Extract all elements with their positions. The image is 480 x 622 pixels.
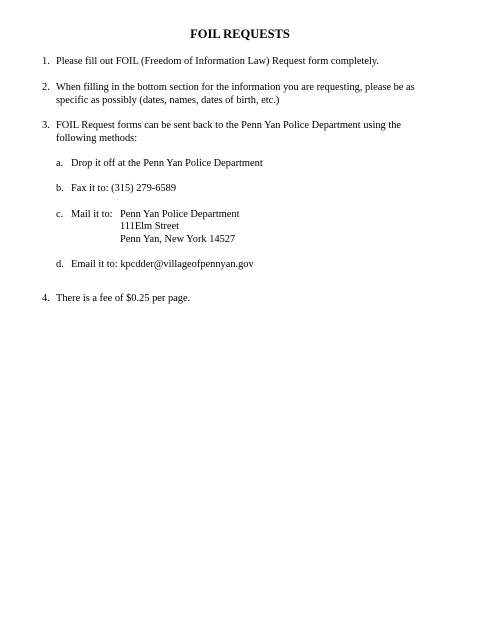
method-a-text: Drop it off at the Penn Yan Police Department bbox=[71, 158, 263, 169]
method-b-letter: b. bbox=[56, 183, 64, 194]
mail-address-line-1: Penn Yan Police Department bbox=[120, 209, 240, 220]
item-1-text: Please fill out FOIL (Freedom of Information Law) Request form completely. bbox=[56, 56, 379, 67]
item-2-number: 2. bbox=[42, 82, 50, 93]
item-1-number: 1. bbox=[42, 56, 50, 67]
item-2-text-line-2: specific as possibly (dates, names, dates of birth, etc.) bbox=[56, 95, 280, 106]
method-b-text: Fax it to: (315) 279-6589 bbox=[71, 183, 177, 194]
item-3-text-line-2: following methods: bbox=[56, 133, 138, 144]
item-2-text-line-1: When filling in the bottom section for the information you are requesting, please be as bbox=[56, 82, 415, 93]
method-c-letter: c. bbox=[56, 209, 64, 220]
item-4-number: 4. bbox=[42, 293, 50, 304]
item-4-text: There is a fee of $0.25 per page. bbox=[56, 293, 191, 304]
method-a-letter: a. bbox=[56, 158, 64, 169]
method-d-letter: d. bbox=[56, 259, 64, 270]
item-3-text-line-1: FOIL Request forms can be sent back to the Penn Yan Police Department using the bbox=[56, 120, 402, 131]
mail-address-line-2: 111Elm Street bbox=[120, 221, 179, 232]
page-title: FOIL REQUESTS bbox=[190, 27, 290, 41]
item-3-number: 3. bbox=[42, 120, 50, 131]
method-c-text: Mail it to: bbox=[71, 209, 113, 220]
mail-address-line-3: Penn Yan, New York 14527 bbox=[120, 234, 236, 245]
method-d-text: Email it to: kpcdder@villageofpennyan.gov bbox=[71, 259, 254, 270]
